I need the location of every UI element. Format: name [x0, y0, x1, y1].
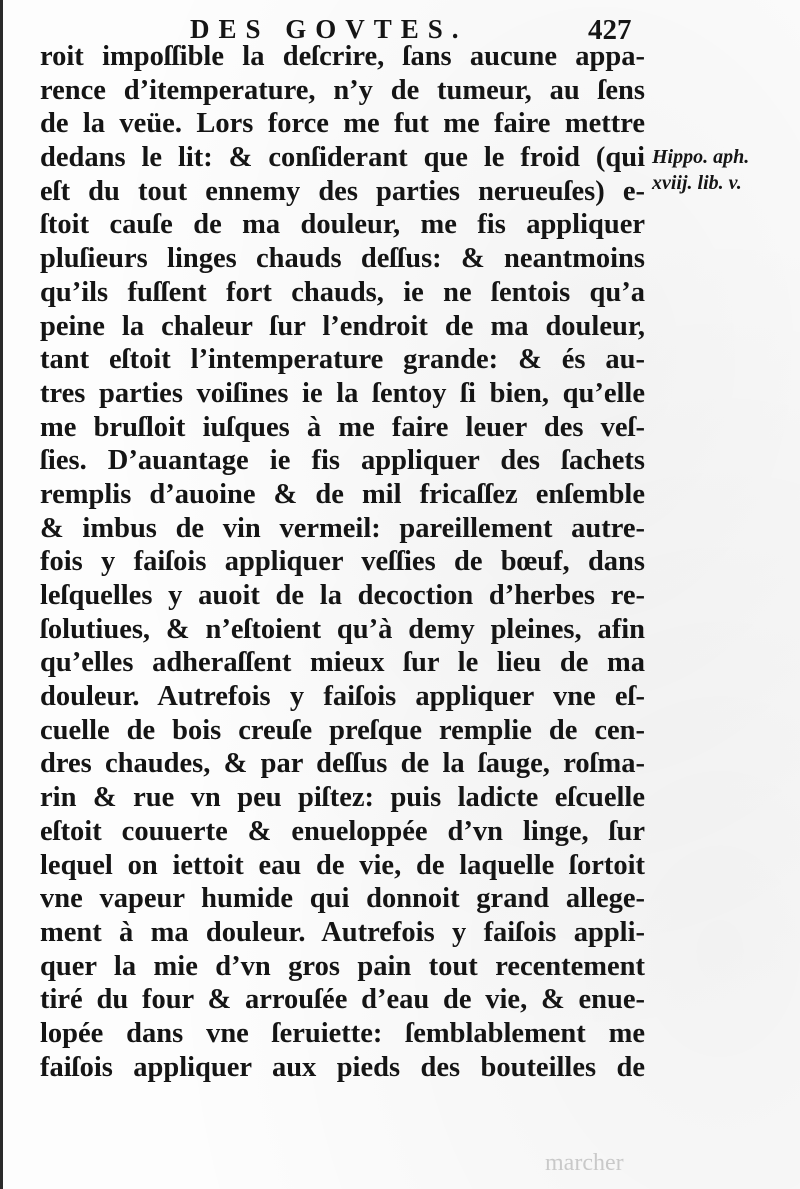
text-line: dres chaudes, & par deſſus de la ſauge, roſma- — [40, 748, 645, 780]
text-line: qu’ils fuſſent fort chauds, ie ne ſentois qu’a — [40, 276, 645, 308]
text-line: & imbus de vin vermeil: pareillement autre- — [40, 512, 645, 544]
text-line: tres parties voiſines ie la ſentoy ſi bien, qu’elle — [40, 377, 645, 409]
text-line: remplis d’auoine & de mil fricaſſez enſemble — [40, 478, 645, 510]
text-line: de la veüe. Lors force me fut me faire mettre — [40, 108, 645, 140]
text-line: lequel on iettoit eau de vie, de laquelle ſortoit — [40, 849, 645, 881]
text-line: vne vapeur humide qui donnoit grand allege- — [40, 883, 645, 915]
text-line: dedans le lit: & conſiderant que le froid (qui — [40, 142, 645, 174]
text-line: ſolutiues, & n’eſtoient qu’à demy pleines, afin — [40, 613, 645, 645]
text-line: tiré du four & arrouſée d’eau de vie, & enue- — [40, 984, 645, 1016]
text-line: ſies. D’auantage ie fis appliquer des ſachets — [40, 445, 645, 477]
text-line: ment à ma douleur. Autrefois y faiſois appli- — [40, 916, 645, 948]
text-line: ſtoit cauſe de ma douleur, me fis appliquer — [40, 209, 645, 241]
text-line: eſt du tout ennemy des parties nerueuſes) e- — [40, 175, 645, 207]
text-line: douleur. Autrefois y faiſois appliquer vne eſ- — [40, 681, 645, 713]
text-line: qu’elles adheraſſent mieux ſur le lieu de ma — [40, 647, 645, 679]
text-line: rence d’itemperature, n’y de tumeur, au ſens — [40, 74, 645, 106]
text-line: quer la mie d’vn gros pain tout recentement — [40, 950, 645, 982]
page-number: 427 — [588, 14, 632, 46]
margin-note-line: xviij. lib. v. — [652, 172, 742, 194]
margin-note — [652, 144, 792, 196]
body-text — [40, 40, 645, 1084]
text-line: faiſois appliquer aux pieds des bouteilles de — [40, 1051, 645, 1083]
text-line: lopée dans vne ſeruiette: ſemblablement me — [40, 1017, 645, 1049]
page-edge-shadow — [0, 0, 3, 1189]
text-line: cuelle de bois creuſe preſque remplie de cen- — [40, 714, 645, 746]
text-line: pluſieurs linges chauds deſſus: & neantmoins — [40, 243, 645, 275]
running-title: DES GOVTES. — [190, 14, 468, 44]
text-line: fois y faiſois appliquer veſſies de bœuf, dans — [40, 546, 645, 578]
text-line: leſquelles y auoit de la decoction d’herbes re- — [40, 580, 645, 611]
text-line: rin & rue vn peu piſtez: puis ladicte eſcuelle — [40, 782, 645, 814]
text-line: tant eſtoit l’intemperature grande: & és au- — [40, 344, 645, 376]
margin-note-line: Hippo. aph. — [652, 146, 750, 168]
text-line: me bruſloit iuſques à me faire leuer des veſ- — [40, 411, 645, 443]
text-line: peine la chaleur ſur l’endroit de ma douleur, — [40, 310, 645, 342]
text-line: eſtoit couuerte & enueloppée d’vn linge, ſur — [40, 815, 645, 847]
text-line: roit impoſſible la deſcrire, ſans aucune appa- — [40, 41, 645, 72]
catchword: marcher — [545, 1150, 624, 1176]
